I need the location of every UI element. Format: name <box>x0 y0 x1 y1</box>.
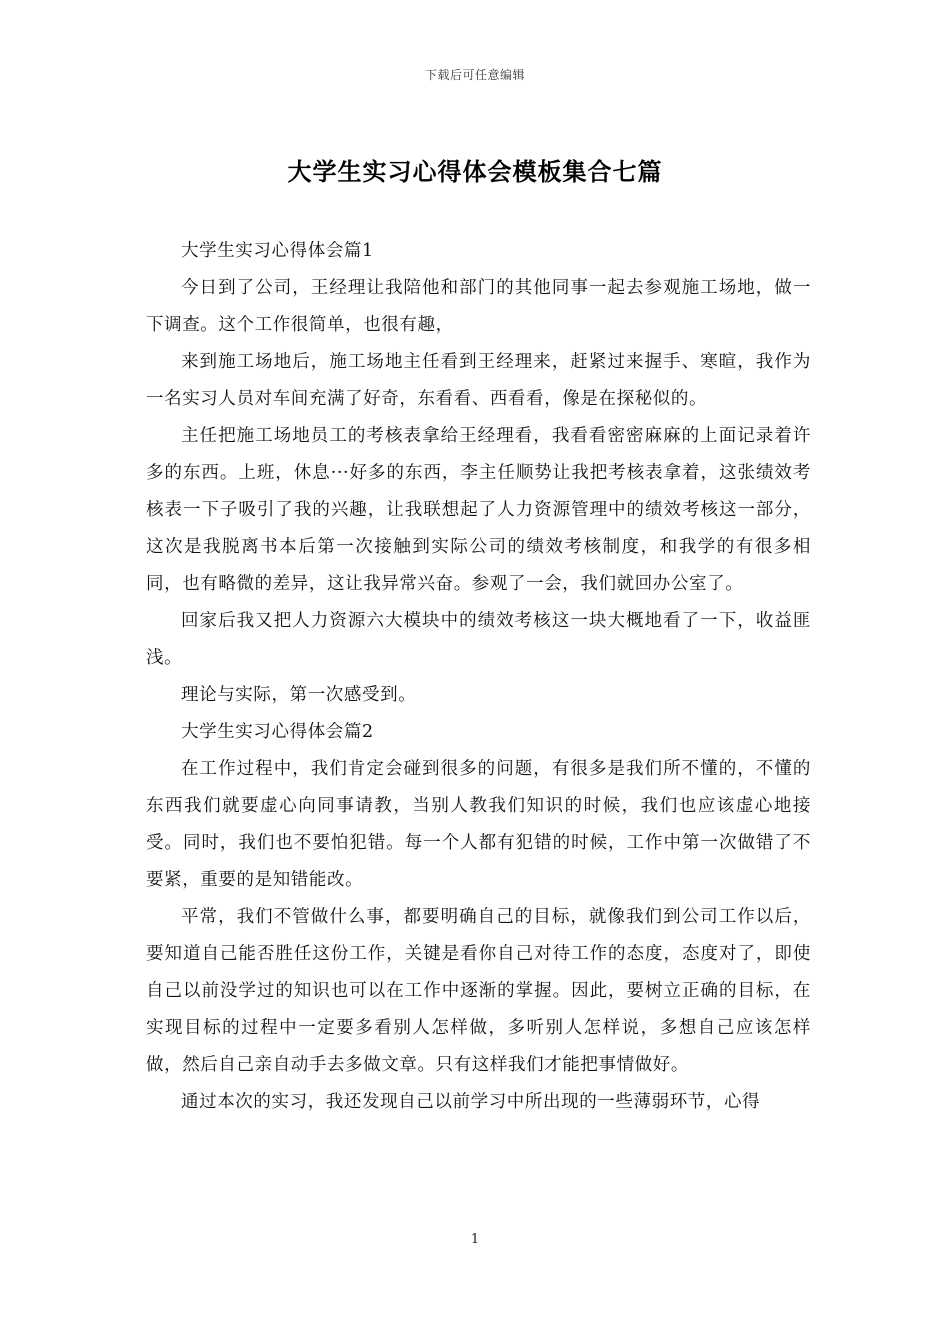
paragraph: 主任把施工场地员工的考核表拿给王经理看，我看看密密麻麻的上面记录着许多的东西。上班，休息···好多的东西，李主任顺势让我把考核表拿着，这张绩效考核表一下子吸引了我的兴趣，让我联想起了人力资源管理中的绩效考核这一部分，这次是我脱离书本后第一次接触到实际公司的绩效考核制度，和我学的有很多相同，也有略微的差异，这让我异常兴奋。参观了一会，我们就回办公室了。 <box>146 426 811 594</box>
paragraph: 回家后我又把人力资源六大模块中的绩效考核这一块大概地看了一下，收益匪浅。 <box>146 611 811 668</box>
paragraph: 通过本次的实习，我还发现自己以前学习中所出现的一些薄弱环节，心得 <box>181 1092 761 1112</box>
paragraph: 理论与实际，第一次感受到。 <box>181 685 417 705</box>
document-title: 大学生实习心得体会模板集合七篇 <box>287 157 663 186</box>
section-heading: 大学生实习心得体会篇1 <box>181 241 374 261</box>
header-note: 下载后可任意编辑 <box>424 68 525 82</box>
document-body <box>146 233 811 1121</box>
paragraph: 平常，我们不管做什么事，都要明确自己的目标，就像我们到公司工作以后，要知道自己能否胜任这份工作，关键是看你自己对待工作的态度，态度对了，即使自己以前没学过的知识也可以在工作中逐渐的掌握。因此，要树立正确的目标，在实现目标的过程中一定要多看别人怎样做，多听别人怎样说，多想自己应该怎样做，然后自己亲自动手去多做文章。只有这样我们才能把事情做好。 <box>146 907 811 1075</box>
paragraph: 在工作过程中，我们肯定会碰到很多的问题，有很多是我们所不懂的，不懂的东西我们就要虚心向同事请教，当别人教我们知识的时候，我们也应该虚心地接受。同时，我们也不要怕犯错。每一个人都有犯错的时候，工作中第一次做错了不要紧，重要的是知错能改。 <box>146 759 811 890</box>
page-number: 1 <box>470 1232 480 1247</box>
paragraph: 今日到了公司，王经理让我陪他和部门的其他同事一起去参观施工场地，做一下调查。这个工作很简单，也很有趣， <box>146 278 811 335</box>
section-heading: 大学生实习心得体会篇2 <box>181 722 374 742</box>
paragraph: 来到施工场地后，施工场地主任看到王经理来，赶紧过来握手、寒暄，我作为一名实习人员对车间充满了好奇，东看看、西看看，像是在探秘似的。 <box>146 352 811 409</box>
